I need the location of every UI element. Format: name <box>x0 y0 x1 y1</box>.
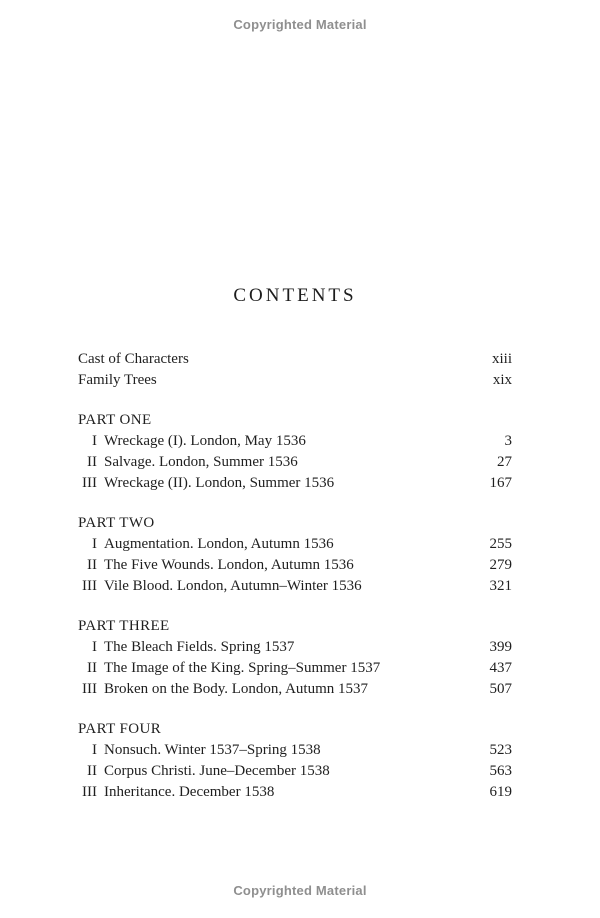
part-heading: PART THREE <box>78 618 170 634</box>
front-matter-title: Cast of Characters <box>78 351 189 367</box>
part-section-two <box>78 513 512 597</box>
chapter-numeral: III <box>82 784 97 800</box>
part-heading: PART TWO <box>78 515 155 531</box>
chapter-entry <box>78 740 512 761</box>
page-number: 523 <box>489 742 512 758</box>
page-number: 3 <box>504 433 512 449</box>
front-matter-entry <box>78 370 512 391</box>
chapter-numeral: III <box>82 475 97 491</box>
part-section-one <box>78 410 512 494</box>
chapter-numeral: I <box>92 639 97 655</box>
page-number: 437 <box>489 660 512 676</box>
page-number: 321 <box>489 578 512 594</box>
chapter-numeral: II <box>87 557 97 573</box>
page-number: 399 <box>489 639 512 655</box>
page-number: 27 <box>497 454 512 470</box>
chapter-title: Corpus Christi. June–December 1538 <box>104 763 330 779</box>
chapter-entry <box>78 473 512 494</box>
page-number: 279 <box>489 557 512 573</box>
chapter-numeral: II <box>87 454 97 470</box>
contents-title: CONTENTS <box>233 285 357 306</box>
chapter-numeral: III <box>82 681 97 697</box>
chapter-title: The Image of the King. Spring–Summer 1537 <box>104 660 381 676</box>
chapter-entry <box>78 782 512 803</box>
chapter-entry <box>78 658 512 679</box>
chapter-numeral: II <box>87 660 97 676</box>
chapter-entry <box>78 555 512 576</box>
front-matter-title: Family Trees <box>78 372 157 388</box>
page-number: 619 <box>489 784 512 800</box>
chapter-title: Wreckage (I). London, May 1536 <box>104 433 306 449</box>
chapter-entry <box>78 431 512 452</box>
part-section-four <box>78 719 512 803</box>
page-number: 563 <box>489 763 512 779</box>
chapter-numeral: II <box>87 763 97 779</box>
chapter-numeral: I <box>92 536 97 552</box>
chapter-numeral: I <box>92 742 97 758</box>
chapter-entry <box>78 534 512 555</box>
chapter-title: Augmentation. London, Autumn 1536 <box>104 536 334 552</box>
chapter-numeral: I <box>92 433 97 449</box>
page-number: xiii <box>491 351 512 367</box>
chapter-title: The Five Wounds. London, Autumn 1536 <box>104 557 354 573</box>
front-matter-entry <box>78 349 512 370</box>
page-number: xix <box>492 372 512 388</box>
chapter-entry <box>78 637 512 658</box>
copyright-notice-top: Copyrighted Material <box>233 17 367 32</box>
page-number: 507 <box>489 681 512 697</box>
table-of-contents <box>78 349 512 803</box>
part-heading: PART ONE <box>78 412 152 428</box>
chapter-title: Vile Blood. London, Autumn–Winter 1536 <box>104 578 362 594</box>
chapter-entry <box>78 679 512 700</box>
part-heading: PART FOUR <box>78 721 162 737</box>
chapter-title: The Bleach Fields. Spring 1537 <box>104 639 295 655</box>
chapter-entry <box>78 452 512 473</box>
copyright-notice-bottom: Copyrighted Material <box>233 883 367 898</box>
chapter-title: Wreckage (II). London, Summer 1536 <box>104 475 335 491</box>
chapter-numeral: III <box>82 578 97 594</box>
chapter-title: Salvage. London, Summer 1536 <box>104 454 298 470</box>
page-number: 167 <box>489 475 512 491</box>
chapter-title: Nonsuch. Winter 1537–Spring 1538 <box>104 742 321 758</box>
chapter-entry <box>78 761 512 782</box>
chapter-entry <box>78 576 512 597</box>
chapter-title: Inheritance. December 1538 <box>104 784 275 800</box>
chapter-title: Broken on the Body. London, Autumn 1537 <box>104 681 369 697</box>
part-section-three <box>78 616 512 700</box>
page-number: 255 <box>489 536 512 552</box>
